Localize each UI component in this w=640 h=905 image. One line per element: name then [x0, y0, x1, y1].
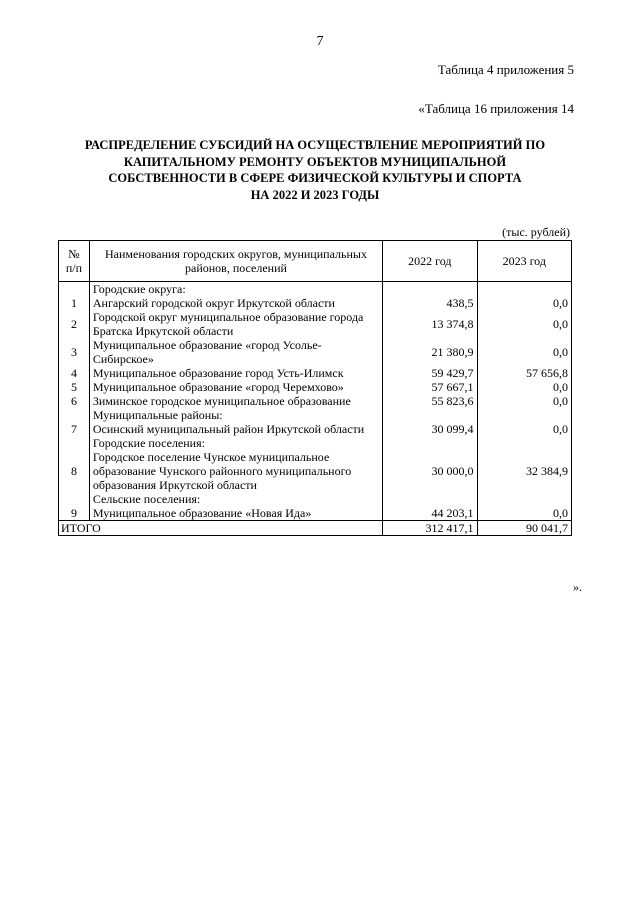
table-group-row: [59, 492, 572, 506]
table-row: [59, 296, 572, 310]
table-row: [59, 422, 572, 436]
value-2023: [477, 436, 571, 450]
table-reference-quoted: «Таблица 16 приложения 14: [418, 101, 574, 116]
value-2023: 32 384,9: [477, 450, 571, 492]
row-number: [59, 282, 90, 297]
table-row: [59, 450, 572, 492]
title-line: РАСПРЕДЕЛЕНИЕ СУБСИДИЙ НА ОСУЩЕСТВЛЕНИЕ МЕРОПРИЯТИЙ ПО: [84, 138, 546, 152]
group-label: Муниципальные районы:: [89, 408, 382, 422]
row-number: 1: [59, 296, 90, 310]
row-number: [59, 408, 90, 422]
table-body: [59, 282, 572, 521]
table-row: [59, 366, 572, 380]
value-2022: [383, 436, 477, 450]
row-number: 6: [59, 394, 90, 408]
value-2022: 57 667,1: [383, 380, 477, 394]
value-2022: 44 203,1: [383, 506, 477, 521]
municipality-name: Зиминское городское муниципальное образование: [89, 394, 382, 408]
title-line: КАПИТАЛЬНОМУ РЕМОНТУ ОБЪЕКТОВ МУНИЦИПАЛЬНОЙ: [123, 154, 507, 169]
page-number: 7: [316, 34, 324, 49]
row-number: 3: [59, 338, 90, 366]
municipality-name: Ангарский городской округ Иркутской области: [89, 296, 382, 310]
table-header-row: [59, 241, 572, 282]
header-name: Наименования городских округов, муниципальных районов, поселений: [89, 241, 382, 282]
header-2022: 2022 год: [383, 241, 477, 282]
value-2023: 0,0: [477, 338, 571, 366]
value-2022: 55 823,6: [383, 394, 477, 408]
header-2023: 2023 год: [477, 241, 571, 282]
table-group-row: [59, 408, 572, 422]
value-2022: [383, 492, 477, 506]
row-number: 4: [59, 366, 90, 380]
row-number: 5: [59, 380, 90, 394]
value-2022: 438,5: [383, 296, 477, 310]
value-2023: 0,0: [477, 506, 571, 521]
closing-quote: ».: [573, 580, 582, 594]
row-number: 8: [59, 450, 90, 492]
table-group-row: [59, 282, 572, 297]
table-row: [59, 394, 572, 408]
municipality-name: Муниципальное образование город Усть-Илимск: [89, 366, 382, 380]
value-2023: [477, 492, 571, 506]
table-row: [59, 310, 572, 338]
value-2023: 0,0: [477, 422, 571, 436]
table-row: [59, 338, 572, 366]
row-number: [59, 492, 90, 506]
value-2023: 0,0: [477, 394, 571, 408]
value-2023: [477, 282, 571, 297]
row-number: 9: [59, 506, 90, 521]
table-row: [59, 380, 572, 394]
group-label: Городские поселения:: [89, 436, 382, 450]
value-2023: 0,0: [477, 310, 571, 338]
municipality-name: Муниципальное образование «город Усолье-Сибирское»: [89, 338, 382, 366]
table-group-row: [59, 436, 572, 450]
subsidy-table: [58, 240, 572, 536]
document-title: [60, 137, 570, 203]
value-2022: 13 374,8: [383, 310, 477, 338]
value-2022: [383, 408, 477, 422]
value-2022: [383, 282, 477, 297]
table-row: [59, 506, 572, 521]
title-line: НА 2022 И 2023 ГОДЫ: [250, 187, 380, 202]
value-2023: 57 656,8: [477, 366, 571, 380]
value-2023: 0,0: [477, 296, 571, 310]
total-2023: 90 041,7: [477, 521, 571, 536]
table-reference: Таблица 4 приложения 5: [437, 62, 574, 77]
municipality-name: Городское поселение Чунское муниципальное образование Чунского районного муниципального образования Иркутской области: [89, 450, 382, 492]
value-2022: 59 429,7: [383, 366, 477, 380]
header-number: № п/п: [59, 241, 90, 282]
municipality-name: Муниципальное образование «Новая Ида»: [89, 506, 382, 521]
total-row: [59, 521, 572, 536]
total-label: ИТОГО: [59, 521, 383, 536]
value-2022: 30 099,4: [383, 422, 477, 436]
value-2022: 21 380,9: [383, 338, 477, 366]
value-2022: 30 000,0: [383, 450, 477, 492]
municipality-name: Муниципальное образование «город Черемхово»: [89, 380, 382, 394]
group-label: Городские округа:: [89, 282, 382, 297]
value-2023: 0,0: [477, 380, 571, 394]
title-line: СОБСТВЕННОСТИ В СФЕРЕ ФИЗИЧЕСКОЙ КУЛЬТУРЫ И СПОРТА: [108, 171, 522, 185]
group-label: Сельские поселения:: [89, 492, 382, 506]
row-number: [59, 436, 90, 450]
row-number: 7: [59, 422, 90, 436]
value-2023: [477, 408, 571, 422]
total-2022: 312 417,1: [383, 521, 477, 536]
municipality-name: Осинский муниципальный район Иркутской области: [89, 422, 382, 436]
units-note: (тыс. рублей): [502, 225, 570, 239]
row-number: 2: [59, 310, 90, 338]
municipality-name: Городской округ муниципальное образование города Братска Иркутской области: [89, 310, 382, 338]
